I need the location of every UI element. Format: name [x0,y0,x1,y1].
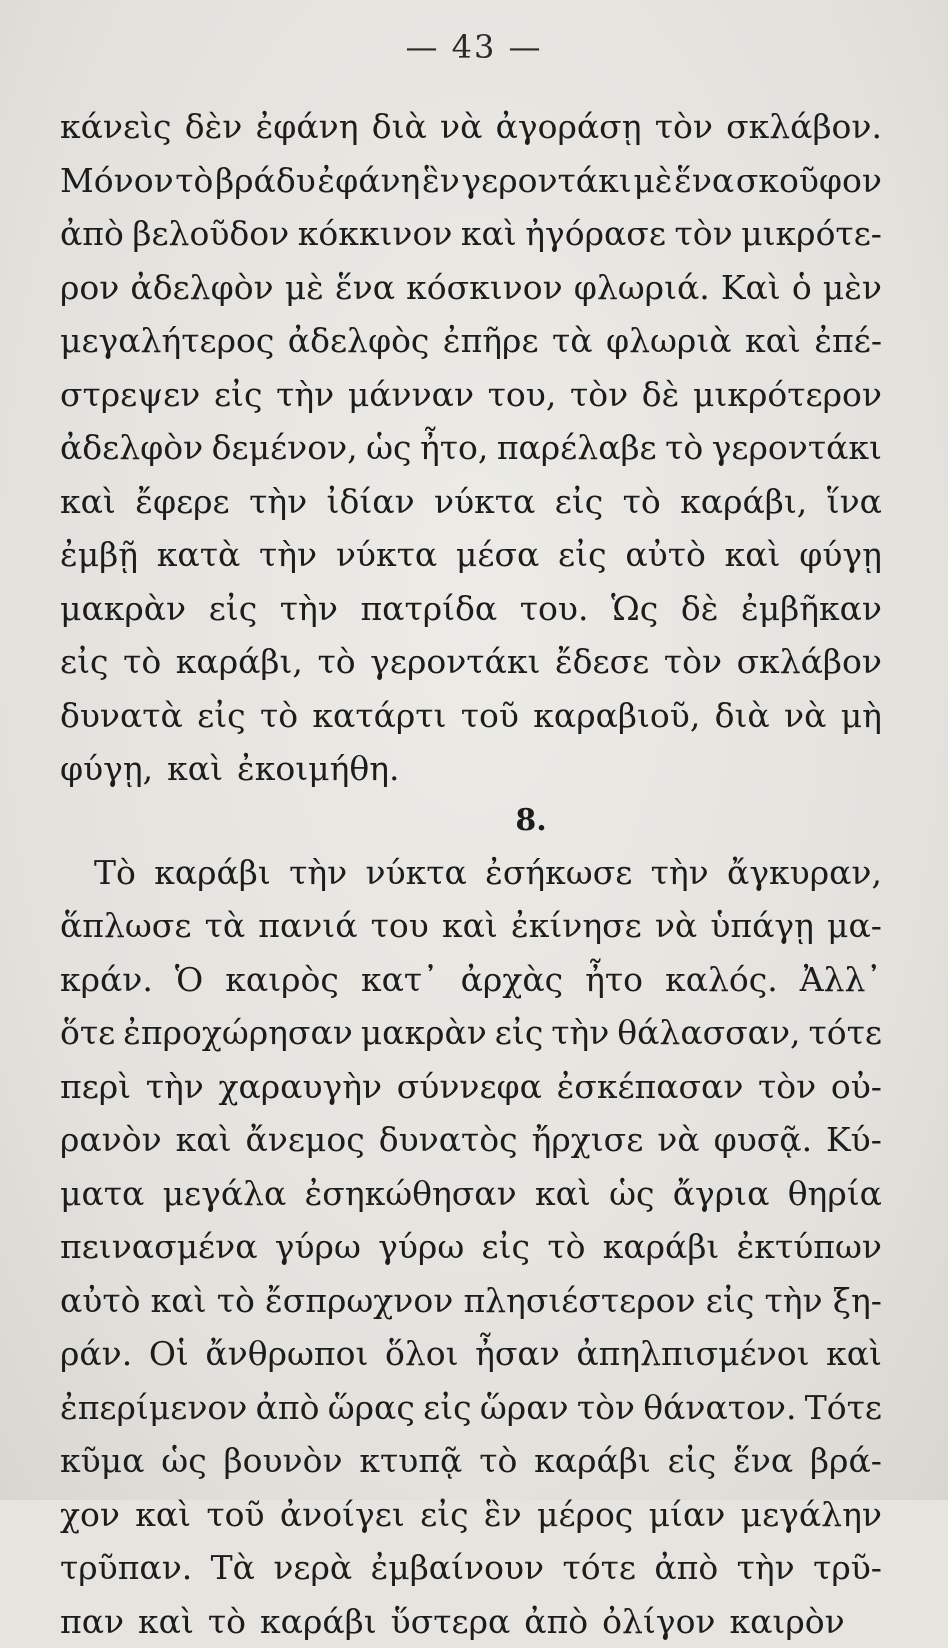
word: τὴν [651,846,709,900]
word: ἐκοιμήθη. [237,742,400,796]
text-line [60,1541,882,1595]
word: τὴν [259,528,317,582]
word: ρανὸν [60,1113,162,1167]
word: τὴν [280,582,338,636]
word: κόκκινον [298,207,453,261]
word: δυνατὰ [60,689,183,743]
text-line [60,1220,882,1274]
word: ἐπῆρε [443,314,539,368]
word: Τὰ [211,1541,255,1595]
word: μὲ [633,154,672,208]
word: κάνεὶς [60,100,172,154]
word: ἀπὸ [524,1595,588,1648]
word: ὡς [366,421,411,475]
word: τὸν [664,635,722,689]
word: σκοῦφον [736,154,882,208]
word: τὴν [551,1006,609,1060]
word: μὲν [823,261,882,315]
word: γεροντάκι [461,154,631,208]
word: νὰ [657,1113,699,1167]
word: καράβι [534,1434,651,1488]
text-line [60,953,882,1007]
word: θάλασσαν, [617,1006,800,1060]
word: εἰς [197,689,246,743]
word: κόσκινον [406,261,563,315]
word: καράβι [260,1595,377,1648]
text-line [60,100,882,154]
word: τὴν [249,475,307,529]
word: κτυπᾷ [359,1434,462,1488]
word: ἀδελφὸν [60,421,203,475]
text-line [60,1167,882,1221]
word: Ὡς [611,582,658,636]
word: ὅτε [60,1006,115,1060]
word: ἦτο [585,953,643,1007]
word: ρον [60,261,119,315]
word: στρεψεν [60,368,200,422]
word: τὸ [623,475,661,529]
word: ἔφερε [135,475,229,529]
word: τὸ [665,421,703,475]
text-line [60,1274,882,1328]
text-line [60,1006,882,1060]
word: γεροντάκι [712,421,882,475]
word: ἐσκέπασαν [557,1060,744,1114]
word: φυσᾷ. [714,1113,812,1167]
word: ἅπλωσε [60,899,191,953]
text-line [60,1327,882,1381]
word: τὰ [205,899,246,953]
word: τὸ [547,1220,585,1274]
word: μεγάλην [741,1488,882,1542]
word: ἀνοίγει [280,1488,405,1542]
word: πλησιέστερον [463,1274,695,1328]
word: οὐ- [831,1060,882,1114]
word: εἰς [423,1381,472,1435]
word: Καὶ [721,261,781,315]
paragraph-2 [60,846,882,1648]
word: νὰ [655,899,697,953]
word: νὰ [440,100,482,154]
word: καὶ [60,475,116,529]
word: δεμένον, [212,421,358,475]
word: του. [520,582,589,636]
word: καράβι [603,1220,720,1274]
word: ἄνθρωποι [205,1327,368,1381]
word: Ὁ [175,953,203,1007]
word: εἰς [558,528,607,582]
word: ἀπηλπισμένοι [576,1327,809,1381]
word: τὸν [674,207,732,261]
text-line [60,846,882,900]
word: μὴ [841,689,882,743]
word: καὶ [151,1274,207,1328]
word: δὲ [681,582,719,636]
word: μακρὰν [60,582,186,636]
text-line [60,1381,882,1435]
text-body [60,100,882,1648]
word: τὸ [217,1274,255,1328]
word: διὰ [715,689,770,743]
word: καράβι [154,846,271,900]
text-line [60,368,882,422]
word: ἓν [422,154,460,208]
word: ἐπερίμενον [60,1381,247,1435]
word: ξη- [833,1274,882,1328]
word: καράβι, [680,475,807,529]
word: ἐμβῆκαν [741,582,882,636]
text-line [60,742,882,796]
word: τὴν [146,1060,204,1114]
word: καὶ [167,742,223,796]
word: ἰδίαν [327,475,415,529]
word: ἔδεσε [555,635,649,689]
word: ἐκίνησε [511,899,642,953]
word: ἐπέ- [814,314,882,368]
word: καὶ [461,207,517,261]
word: ὡς [609,1167,654,1221]
word: ὑπάγῃ [710,899,814,953]
word: καὶ [826,1327,882,1381]
word: φύγῃ, [60,742,153,796]
word: καὶ [138,1595,194,1648]
text-line [60,1434,882,1488]
word: βράδυ [215,154,316,208]
word: ὕστερα [391,1595,511,1648]
text-line [60,314,882,368]
word: ἄγρια [673,1167,770,1221]
word: σκλάβον [737,635,882,689]
word: τὸν [655,100,713,154]
word: ἵνα [827,475,882,529]
word: τρῦπαν. [60,1541,192,1595]
word: μικρότε- [741,207,882,261]
word: ἐμβαίνουν [371,1541,545,1595]
word: τὸ [317,635,355,689]
word: παν [60,1595,124,1648]
word: γεροντάκι [370,635,540,689]
word: αὐτὸ [60,1274,140,1328]
word: ἀδελφὸν [130,261,273,315]
word: αὐτὸ [625,528,705,582]
word: μὲ [285,261,324,315]
text-line [60,1113,882,1167]
word: ματα [60,1167,144,1221]
word: ἄγκυραν, [727,846,882,900]
word: φλωριὰ [606,314,732,368]
page-number: — 43 — [0,28,948,66]
word: καὶ [535,1167,591,1221]
word: μεγαλήτερος [60,314,274,368]
text-line [60,689,882,743]
word: τὸ [175,154,213,208]
word: ἀπὸ [256,1381,320,1435]
word: καὶ [745,314,801,368]
text-line [60,475,882,529]
word: μακρὰν [361,1006,487,1060]
paragraph-1 [60,100,882,796]
word: πανιά [258,899,357,953]
word: Τότε [805,1381,882,1435]
word: πατρίδα [360,582,497,636]
word: ἔσπρωχνον [265,1274,453,1328]
word: ὡς [161,1434,206,1488]
word: χον [60,1488,120,1542]
word: πεινασμένα [60,1220,257,1274]
word: ἐφάνη [256,100,359,154]
word: φλωριά. [574,261,710,315]
word: εἰς [209,582,258,636]
word: καλός. [665,953,778,1007]
word: καὶ [176,1113,232,1167]
word: σκλάβον. [726,100,882,154]
word: εἰς [420,1488,469,1542]
word: νύκτα [366,846,467,900]
word: βελοῦδον [132,207,289,261]
word: δὲν [185,100,243,154]
word: εἰς [60,635,109,689]
word: καὶ [135,1488,191,1542]
word: νὰ [784,689,826,743]
text-line [60,1595,882,1648]
word: τρῦ- [813,1541,882,1595]
word: μικρότερον [693,368,882,422]
word: ἐκτύπων [737,1220,882,1274]
word: γύρω [275,1220,361,1274]
text-line [60,261,882,315]
text-line [60,1488,882,1542]
word: διὰ [372,100,427,154]
word: σύννεφα [397,1060,542,1114]
word: μέρος [537,1488,633,1542]
word: Κύ- [826,1113,882,1167]
word: εἰς [495,1006,544,1060]
word: καὶ [725,528,781,582]
word: Ἀλλ᾽ [800,953,882,1007]
word: ἕνα [335,261,395,315]
word: ἦσαν [475,1327,560,1381]
word: εἰς [482,1220,531,1274]
text-line [60,421,882,475]
word: καὶ [442,899,498,953]
word: βρά- [810,1434,882,1488]
word: βουνὸν [224,1434,343,1488]
word: ἀρχὰς [461,953,563,1007]
word: ἀγοράσῃ [496,100,642,154]
word: κράν. [60,953,153,1007]
word: τὸν [577,1381,635,1435]
word: φύγῃ [799,528,882,582]
word: ἄνεμος [245,1113,364,1167]
word: ἕνα [674,154,734,208]
word: μα- [827,899,882,953]
word: νύκτα [336,528,437,582]
word: εἰς [555,475,604,529]
text-line [60,635,882,689]
word: ἀδελφὸς [288,314,430,368]
word: καιρὸς [225,953,339,1007]
word: τότε [808,1006,881,1060]
word: τὰ [552,314,593,368]
word: τὴν [289,846,347,900]
word: κῦμα [60,1434,144,1488]
word: κατάρτι [312,689,446,743]
word: νερὰ [273,1541,352,1595]
word: νύκτα [434,475,535,529]
word: ἤρχισε [532,1113,644,1167]
word: Τὸ [94,846,136,900]
word: παρέλαβε [497,421,657,475]
word: τὸν [570,368,628,422]
word: περὶ [60,1060,131,1114]
text-line [60,582,882,636]
word: τότε [562,1541,635,1595]
section-marker: 8. [60,796,882,846]
text-line [60,528,882,582]
word: εἰς [214,368,263,422]
word: χαραυγὴν [219,1060,383,1114]
word: θάνατον. [643,1381,796,1435]
word: κατὰ [157,528,240,582]
word: δὲ [642,368,680,422]
word: τὸν [758,1060,816,1114]
word: ἀπὸ [654,1541,718,1595]
word: μίαν [649,1488,726,1542]
word: τοῦ [461,689,519,743]
word: τὸ [260,689,298,743]
word: του, [488,368,557,422]
word: τὸ [208,1595,246,1648]
text-line [60,1060,882,1114]
word: ὥραν [480,1381,569,1435]
word: ράν. [60,1327,132,1381]
word: του [371,899,429,953]
word: δυνατὸς [379,1113,518,1167]
word: ὁ [792,261,812,315]
word: Μόνον [60,154,174,208]
word: ἦτο, [420,421,488,475]
text-line [60,154,882,208]
word: τὸ [123,635,161,689]
word: ἕνα [733,1434,793,1488]
word: Οἱ [149,1327,189,1381]
word: τὴν [276,368,334,422]
word: τὴν [765,1274,823,1328]
text-line [60,207,882,261]
word: θηρία [788,1167,882,1221]
word: καιρὸν [730,1595,845,1648]
word: ἀπὸ [60,207,124,261]
word: ὥρας [328,1381,415,1435]
word: ἐσηκώθησαν [305,1167,517,1221]
word: γύρω [378,1220,464,1274]
word: ἐπροχώρησαν [123,1006,353,1060]
word: μάνναν [348,368,474,422]
word: τὸ [479,1434,517,1488]
word: εἰς [668,1434,717,1488]
word: ὅλοι [385,1327,459,1381]
word: κατ᾽ [361,953,439,1007]
word: μεγάλα [163,1167,287,1221]
word: καράβι, [176,635,303,689]
word: εἰς [706,1274,755,1328]
word: ἐμβῇ [60,528,138,582]
word: μέσα [456,528,539,582]
word: ἠγόρασε [525,207,666,261]
word: τὴν [737,1541,795,1595]
word: τοῦ [206,1488,264,1542]
word: ὀλίγον [602,1595,715,1648]
word: ἓν [484,1488,522,1542]
word: καραβιοῦ, [533,689,700,743]
word: ἐφάνη [317,154,420,208]
word: ἐσήκωσε [485,846,632,900]
text-line [60,899,882,953]
